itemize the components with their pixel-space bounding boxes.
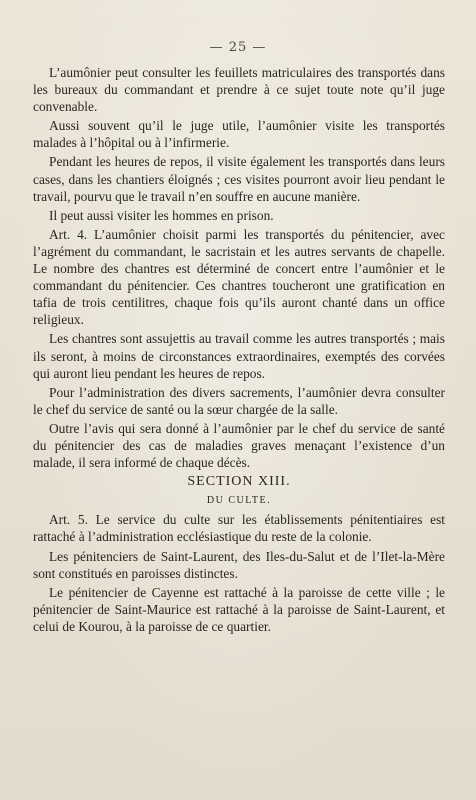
paragraph: Les pénitenciers de Saint-Laurent, des Iles-du-Salut et de l’Ilet-la-Mère sont constitués en paroisses distinctes. — [33, 548, 445, 581]
paragraph: Art. 5. Le service du culte sur les établissements pénitentiaires est rattaché à l’administration ecclésiastique du reste de la colonie. — [33, 512, 445, 545]
paragraph: Aussi souvent qu’il le juge utile, l’aumônier visite les transportés malades à l’hôpital ou à l’infirmerie. — [33, 118, 445, 151]
paragraph: L’aumônier peut consulter les feuillets matriculaires des transportés dans les bureaux du commandant et prendre à ce sujet toute note qu’il juge convenable. — [33, 65, 445, 115]
paragraph: Les chantres sont assujettis au travail comme les autres transportés ; mais ils seront, à moins de circonstances extraordinaires, exemptés des corvées qui auront lieu pendant les heures de repos. — [33, 331, 445, 381]
paragraph: Le pénitencier de Cayenne est rattaché à la paroisse de cette ville ; le pénitencier de Saint-Maurice est rattaché à la paroisse de Saint-Laurent, et celui de Kourou, à la paroisse de ce quartier. — [33, 584, 445, 634]
paragraph: Pendant les heures de repos, il visite également les transportés dans leurs cases, dans les chantiers éloignés ; ces visites pourront avoir lieu pendant le travail, pourvu que le travail n’en souffre en aucune manière. — [33, 154, 445, 204]
section-subtitle: DU CULTE. — [206, 495, 272, 507]
section-title: SECTION XIII. — [187, 474, 291, 490]
paragraph: Art. 4. L’aumônier choisit parmi les transportés du pénitencier, avec l’agrément du commandant, le sacristain et les autres servants de chapelle. Le nombre des chantres est déterminé de concert entre l’aumônier et le commandant du pénitencier. Ces chantres toucheront une gratification en tafia de trois centilitres, chaque fois qu’ils auront chanté dans un office religieux. — [33, 226, 445, 328]
paragraph: Il peut aussi visiter les hommes en prison. — [49, 207, 274, 223]
body-text — [33, 64, 445, 637]
paragraph: Pour l’administration des divers sacrements, l’aumônier devra consulter le chef du service de santé ou la sœur chargée de la salle. — [33, 384, 445, 417]
paragraph: Outre l’avis qui sera donné à l’aumônier par le chef du service de santé du pénitencier des cas de maladies graves menaçant l’existence d’un malade, il sera informé de chaque décès. — [33, 420, 445, 471]
page-number: — 25 — — [209, 40, 267, 55]
